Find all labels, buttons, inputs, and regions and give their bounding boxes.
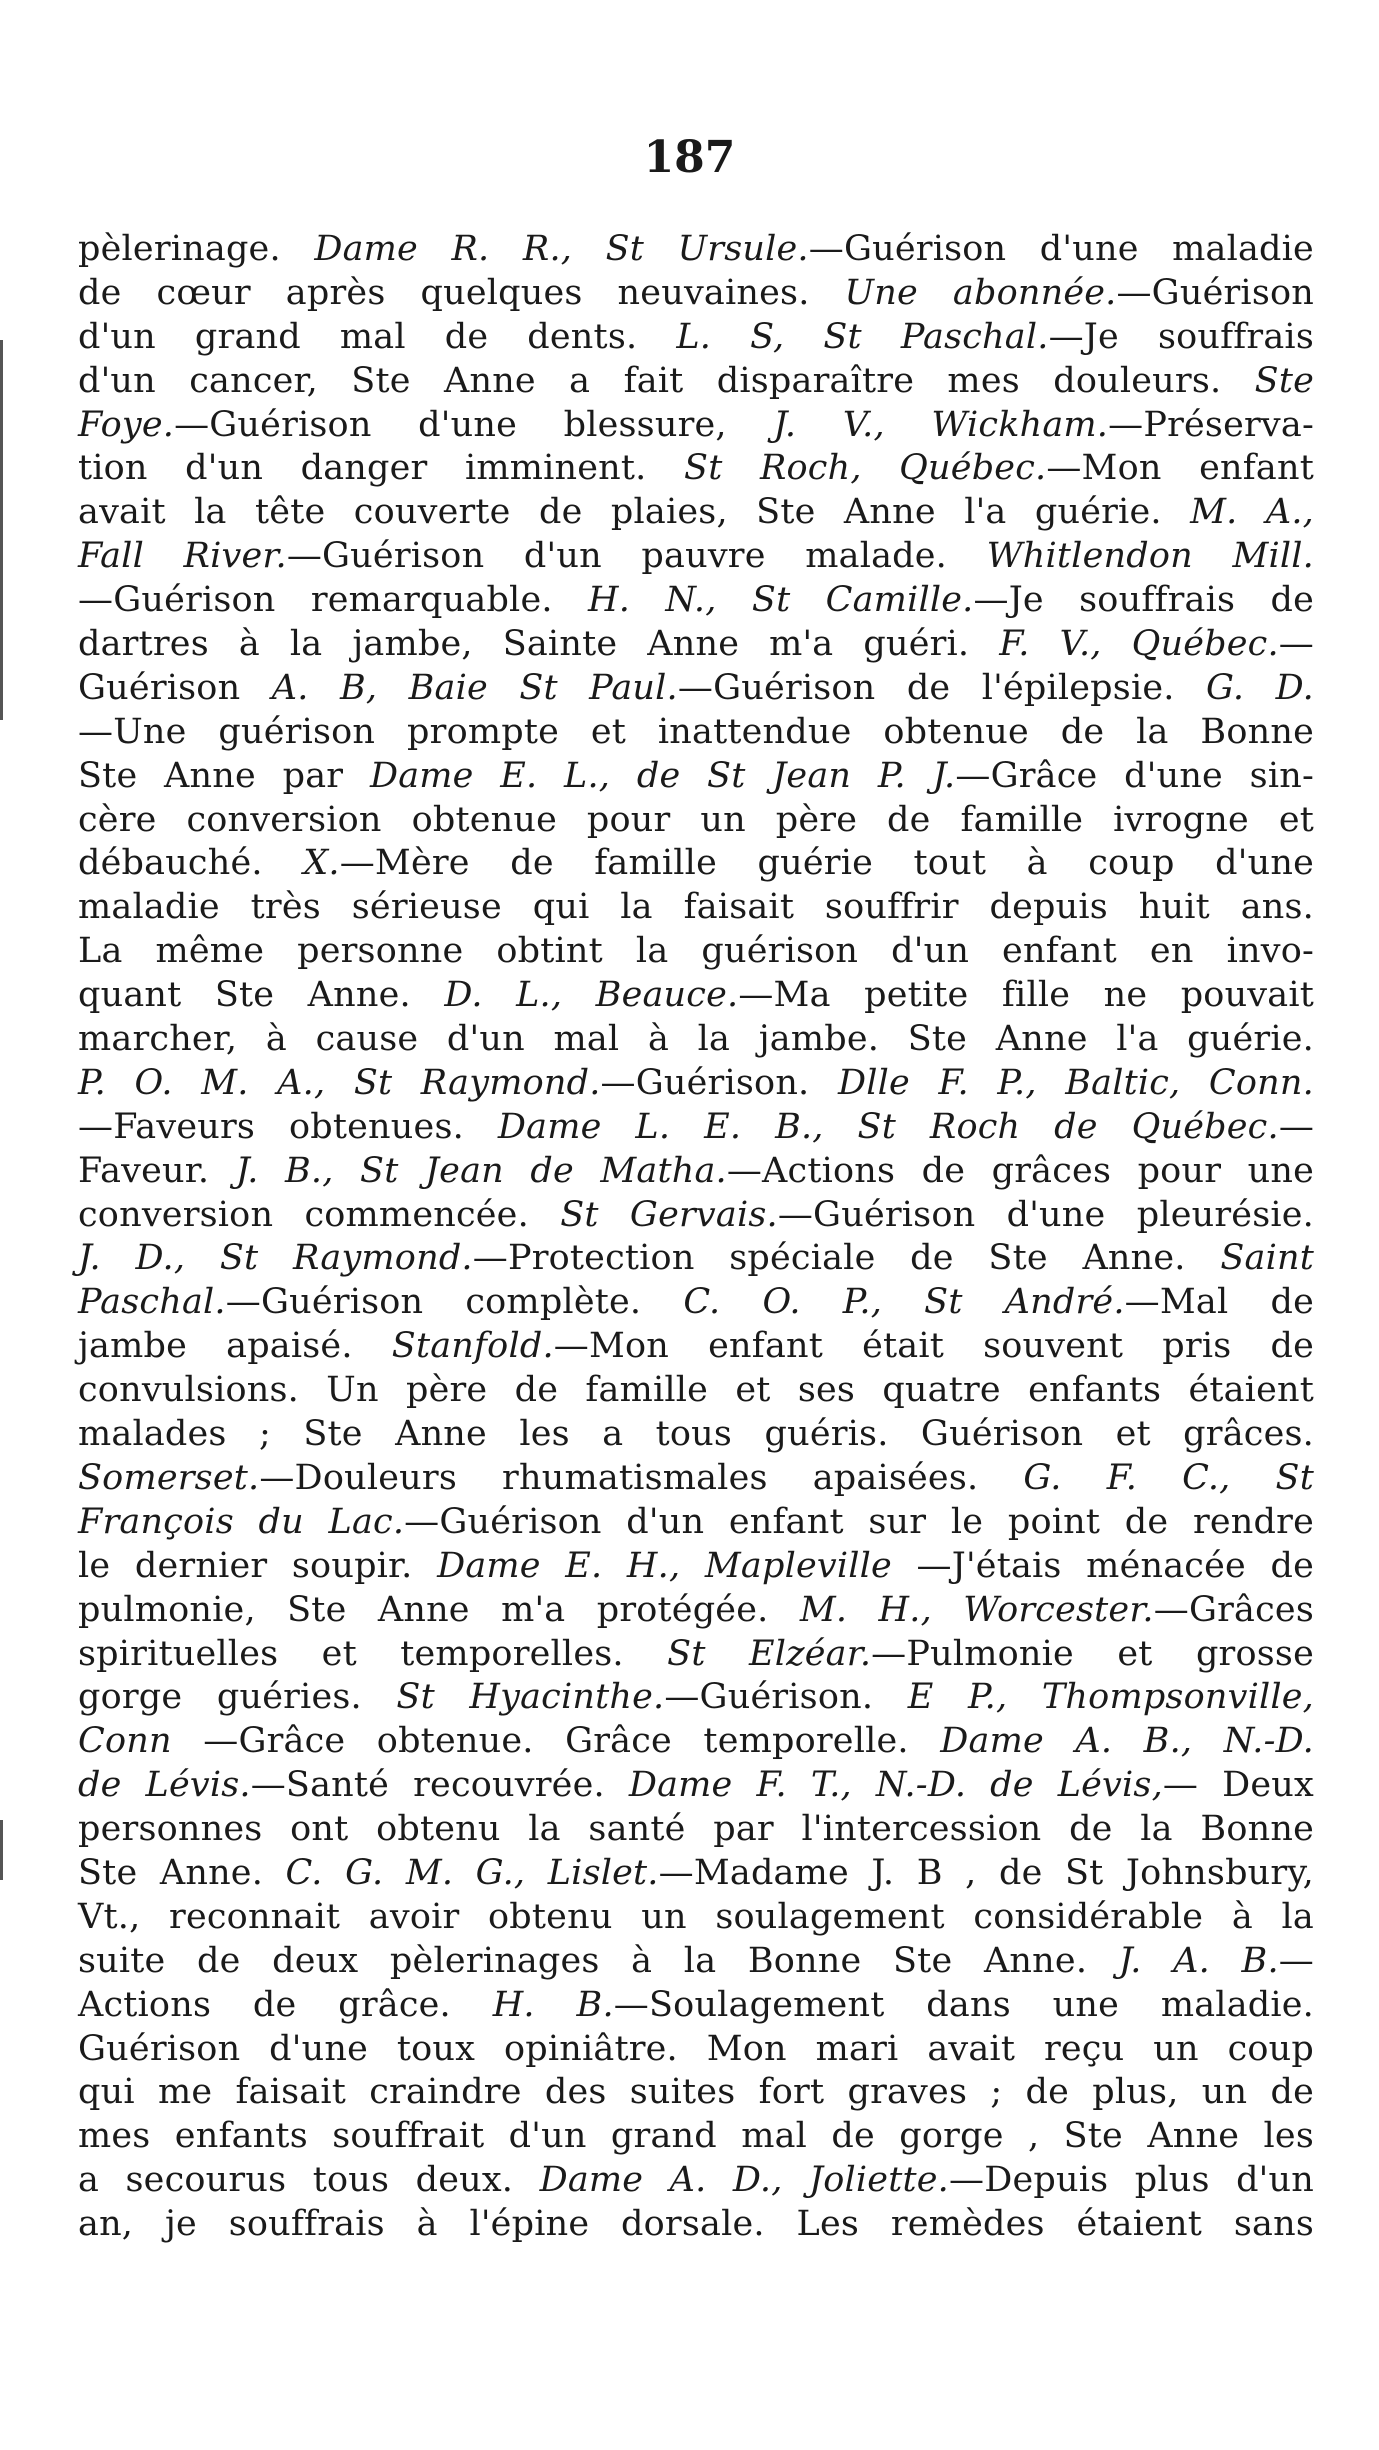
italic-citation: Dame A. D., Joliette. [539, 2160, 949, 2201]
text-line [78, 1896, 1314, 1940]
italic-citation: J. B., St Jean de Matha. [235, 1150, 727, 1191]
text-line [78, 974, 1314, 1018]
text-run: —Faveurs obtenues. [78, 1106, 498, 1147]
text-run: —Grâce d'une sin- [955, 755, 1314, 796]
text-run: —Guérison d'une blessure, [174, 404, 774, 445]
text-line [78, 799, 1314, 843]
text-run: —Je souffrais [1048, 316, 1314, 357]
italic-citation: P. O. M. A., St Raymond. [78, 1062, 601, 1103]
italic-citation: C. G. M. G., Lislet. [285, 1852, 659, 1893]
text-run: —Guérison d'un pauvre malade. [286, 536, 987, 577]
text-run: qui me faisait craindre des suites fort graves ; de plus, un de [78, 2072, 1314, 2113]
italic-citation: St Hyacinthe. [396, 1677, 665, 1718]
text-run: —Mère de famille guérie tout à coup d'une [339, 843, 1314, 884]
text-run: Ste Anne. [78, 1852, 286, 1893]
text-run: dartres à la jambe, Sainte Anne m'a guéri. [78, 624, 1000, 665]
text-line [78, 1413, 1314, 1457]
text-run: —Guérison remarquable. [78, 580, 588, 621]
text-line [78, 491, 1314, 535]
text-run: —Protection spéciale de Ste Anne. [472, 1238, 1221, 1279]
text-run: an, je souffrais à l'épine dorsale. Les remèdes étaient sans [78, 2204, 1314, 2245]
text-line [78, 1545, 1314, 1589]
text-run: —Pulmonie et grosse [871, 1633, 1314, 1674]
text-line [78, 1237, 1314, 1281]
text-line [78, 447, 1314, 491]
italic-citation: Conn [78, 1721, 172, 1762]
italic-citation: A. B, Baie St Paul. [271, 667, 678, 708]
text-run: d'un grand mal de dents. [78, 316, 677, 357]
page-edge-mark [0, 1820, 3, 1880]
text-run: Faveur. [78, 1150, 236, 1191]
text-run: jambe apaisé. [78, 1326, 392, 1367]
text-run: —Une guérison prompte et inattendue obtenue de la Bonne [78, 711, 1314, 752]
italic-citation: St Gervais. [560, 1194, 778, 1235]
text-run: spirituelles et temporelles. [78, 1633, 668, 1674]
italic-citation: C. O. P., St André. [683, 1282, 1125, 1323]
text-run: —Guérison. [664, 1677, 908, 1718]
text-line [78, 1369, 1314, 1413]
text-run: —J'étais ménacée de [891, 1545, 1315, 1586]
text-run: maladie très sérieuse qui la faisait souffrir depuis huit ans. [78, 887, 1314, 928]
text-line [78, 1852, 1314, 1896]
italic-citation: J. D., St Raymond. [78, 1238, 473, 1279]
text-run: —Ma petite fille ne pouvait [738, 975, 1315, 1016]
text-line [78, 755, 1314, 799]
text-run: conversion commencée. [78, 1194, 561, 1235]
text-line [78, 1281, 1314, 1325]
italic-citation: Somerset. [78, 1457, 260, 1498]
text-line [78, 1676, 1314, 1720]
text-run: tion d'un danger imminent. [78, 448, 685, 489]
text-run: — Deux [1162, 1765, 1314, 1806]
italic-citation: Dame R. R., St Ursule. [314, 229, 809, 269]
italic-citation: J. A. B. [1118, 1940, 1279, 1981]
text-line [78, 316, 1314, 360]
text-run: avait la tête couverte de plaies, Ste Anne l'a guérie. [78, 492, 1191, 533]
text-run: suite de deux pèlerinages à la Bonne Ste Anne. [78, 1940, 1119, 1981]
italic-citation: Dame L. E. B., St Roch de Québec. [497, 1106, 1279, 1147]
italic-citation: Foye. [78, 404, 175, 445]
text-line [78, 930, 1314, 974]
text-line [78, 1808, 1314, 1852]
italic-citation: Dame A. B., N.-D. [940, 1721, 1314, 1762]
italic-citation: M. A., [1190, 492, 1314, 533]
text-line [78, 1325, 1314, 1369]
text-run: — [1278, 624, 1314, 665]
italic-citation: Dlle F. P., Baltic, Conn. [837, 1062, 1314, 1103]
text-run: gorge guéries. [78, 1677, 397, 1718]
italic-citation: H. N., St Camille. [588, 580, 974, 621]
italic-citation: E P., Thompsonville, [907, 1677, 1314, 1718]
text-line [78, 2159, 1314, 2203]
italic-citation: de Lévis. [78, 1765, 251, 1806]
text-line [78, 1062, 1314, 1106]
text-line [78, 1984, 1314, 2028]
page-edge-mark [0, 340, 3, 720]
text-line [78, 842, 1314, 886]
text-line [78, 579, 1314, 623]
italic-citation: St Roch, Québec. [684, 448, 1047, 489]
text-run: marcher, à cause d'un mal à la jambe. Ste Anne l'a guérie. [78, 1019, 1314, 1060]
text-line [78, 1018, 1314, 1062]
italic-citation: Stanfold. [391, 1326, 554, 1367]
text-line [78, 272, 1314, 316]
text-run: Guérison d'une toux opiniâtre. Mon mari avait reçu un coup [78, 2028, 1314, 2069]
text-run: personnes ont obtenu la santé par l'intercession de la Bonne [78, 1809, 1314, 1850]
italic-citation: Une abonnée. [844, 272, 1117, 313]
italic-citation: St Elzéar. [667, 1633, 872, 1674]
text-run: mes enfants souffrait d'un grand mal de gorge , Ste Anne les [78, 2116, 1314, 2157]
text-line [78, 1720, 1314, 1764]
text-run: Ste Anne par [78, 755, 370, 796]
text-line [78, 1633, 1314, 1677]
italic-citation: H. B. [492, 1984, 614, 2025]
text-run: —Guérison. [600, 1062, 838, 1103]
text-run: —Mon enfant [1046, 448, 1314, 489]
text-line [78, 535, 1314, 579]
italic-citation: L. S, St Paschal. [676, 316, 1049, 357]
text-run: — [1278, 1106, 1315, 1147]
text-run: pèlerinage. [78, 229, 315, 269]
text-run: —Guérison d'un enfant sur le point de rendre [404, 1501, 1314, 1542]
italic-citation: Fall River. [78, 536, 287, 577]
text-run: débauché. [78, 843, 304, 884]
text-line [78, 886, 1314, 930]
text-run: —Guérison d'une pleurésie. [777, 1194, 1315, 1235]
text-run: quant Ste Anne. [78, 975, 445, 1016]
italic-citation: François du Lac. [78, 1501, 405, 1542]
text-run: — [1278, 1940, 1314, 1981]
text-run: cère conversion obtenue pour un père de famille ivrogne et [78, 799, 1314, 840]
text-run: Vt., reconnait avoir obtenu un soulagement considérable à la [78, 1896, 1314, 1937]
text-run: —Madame J. B , de St Johnsbury, [658, 1852, 1314, 1893]
text-line [78, 2115, 1314, 2159]
text-line [78, 2203, 1314, 2247]
text-run: —Guérison d'une maladie [808, 229, 1314, 269]
text-run: convulsions. Un père de famille et ses quatre enfants étaient [78, 1370, 1314, 1411]
italic-citation: Dame F. T., N.-D. de Lévis, [628, 1765, 1163, 1806]
text-run: le dernier soupir. [78, 1545, 438, 1586]
text-run: de cœur après quelques neuvaines. [78, 272, 845, 313]
text-line [78, 1764, 1314, 1808]
italic-citation: Dame E. L., de St Jean P. J. [369, 755, 956, 796]
text-run: malades ; Ste Anne les a tous guéris. Guérison et grâces. [78, 1414, 1314, 1455]
text-line [78, 711, 1314, 755]
text-run: —Guérison de l'épilepsie. [677, 667, 1207, 708]
italic-citation: Saint [1220, 1238, 1314, 1279]
text-run: —Douleurs rhumatismales apaisées. [259, 1457, 1024, 1498]
text-line [78, 623, 1314, 667]
body-text [78, 228, 1314, 2247]
text-line [78, 1150, 1314, 1194]
text-run: d'un cancer, Ste Anne a fait disparaître mes douleurs. [78, 360, 1255, 401]
text-run: Actions de grâce. [78, 1984, 493, 2025]
text-line [78, 2028, 1314, 2072]
text-run: La même personne obtint la guérison d'un enfant en invo- [78, 931, 1314, 972]
italic-citation: G. D. [1206, 667, 1315, 708]
text-run: —Grâces [1153, 1589, 1314, 1630]
text-line [78, 360, 1314, 404]
italic-citation: F. V., Québec. [999, 624, 1279, 665]
italic-citation: Whitlendon Mill. [986, 536, 1314, 577]
text-run: —Santé recouvrée. [250, 1765, 629, 1806]
text-line [78, 1589, 1314, 1633]
text-line [78, 1106, 1314, 1150]
text-run: —Grâce obtenue. Grâce temporelle. [171, 1721, 941, 1762]
text-line [78, 2071, 1314, 2115]
text-run: —Depuis plus d'un [949, 2160, 1314, 2201]
text-run: —Actions de grâces pour une [726, 1150, 1314, 1191]
text-line [78, 404, 1314, 448]
text-run: —Préserva- [1108, 404, 1314, 445]
text-run: pulmonie, Ste Anne m'a protégée. [78, 1589, 800, 1630]
text-run: a secourus tous deux. [78, 2160, 540, 2201]
text-run: Guérison [78, 667, 272, 708]
italic-citation: Paschal. [78, 1282, 226, 1323]
text-run: —Mon enfant était souvent pris de [553, 1326, 1314, 1367]
text-line [78, 1940, 1314, 1984]
italic-citation: M. H., Worcester. [799, 1589, 1154, 1630]
text-run: —Guérison [1116, 272, 1314, 313]
italic-citation: J. V., Wickham. [773, 404, 1109, 445]
text-run: —Soulagement dans une maladie. [613, 1984, 1315, 2025]
text-run: —Mal de [1124, 1282, 1314, 1323]
italic-citation: X. [303, 843, 340, 884]
italic-citation: D. L., Beauce. [444, 975, 739, 1016]
page-number: 187 [643, 132, 736, 183]
text-line [78, 1194, 1314, 1238]
text-line [78, 667, 1314, 711]
italic-citation: Dame E. H., Mapleville [437, 1545, 892, 1586]
text-run: —Guérison complète. [225, 1282, 684, 1323]
text-line [78, 1501, 1314, 1545]
text-line [78, 1457, 1314, 1501]
text-line [78, 228, 1314, 272]
italic-citation: Ste [1254, 360, 1314, 401]
italic-citation: G. F. C., St [1023, 1457, 1314, 1498]
text-run: —Je souffrais de [973, 580, 1314, 621]
